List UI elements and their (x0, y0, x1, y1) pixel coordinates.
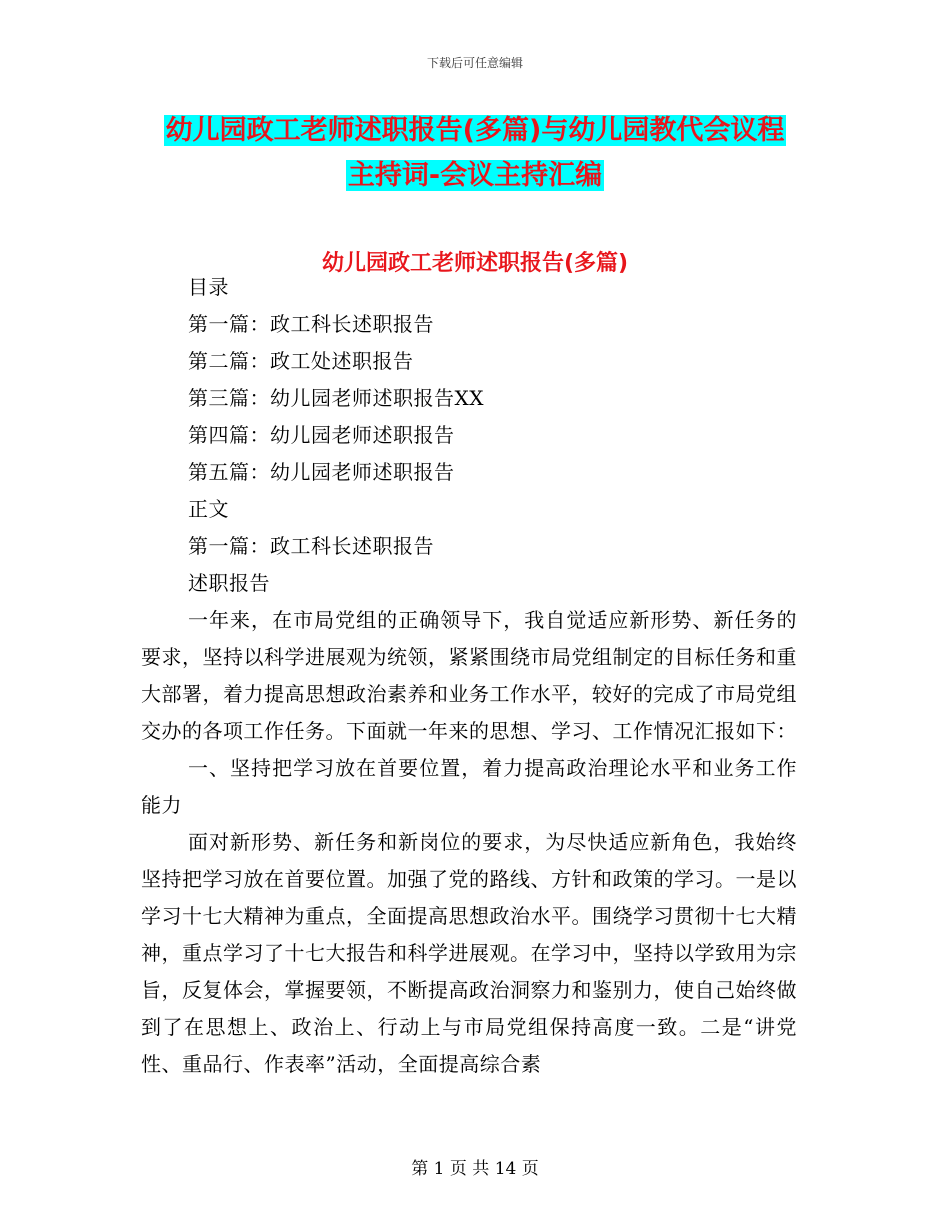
toc-item: 第二篇：政工处述职报告 (188, 349, 414, 373)
toc-item: 第四篇：幼儿园老师述职报告 (188, 423, 455, 447)
toc-item: 第三篇：幼儿园老师述职报告XX (188, 386, 484, 410)
paragraph-section-heading: 一、坚持把学习放在首要位置，着力提高政治理论水平和业务工作能力 (141, 756, 797, 817)
toc-item: 第五篇：幼儿园老师述职报告 (188, 460, 455, 484)
paragraph-intro: 一年来，在市局党组的正确领导下，我自觉适应新形势、新任务的要求，坚持以科学进展观为统领，紧紧围绕市局党组制定的目标任务和重大部署，着力提高思想政治素养和业务工作水平，较好的完成了市局党组交办的各项工作任务。下面就一年来的思想、学习、工作情况汇报如下： (141, 608, 797, 743)
header-note: 下载后可任意编辑 (426, 56, 523, 70)
chapter-heading: 第一篇：政工科长述职报告 (188, 534, 434, 558)
document-body (141, 269, 797, 1083)
paragraph-study: 面对新形势、新任务和新岗位的要求，为尽快适应新角色，我始终坚持把学习放在首要位置。加强了党的路线、方针和政策的学习。一是以学习十七大精神为重点，全面提高思想政治水平。围绕学习贯彻十七大精神，重点学习了十七大报告和科学进展观。在学习中，坚持以学致用为宗旨，反复体会，掌握要领，不断提高政治洞察力和鉴别力，使自己始终做到了在思想上、政治上、行动上与市局党组保持高度一致。二是“讲党性、重品行、作表率”活动，全面提高综合素 (141, 830, 797, 1076)
toc-heading: 目录 (188, 275, 229, 299)
title-line-2: 主持词-会议主持汇编 (347, 160, 603, 191)
toc-item: 第一篇：政工科长述职报告 (188, 312, 434, 336)
title-line-1: 幼儿园政工老师述职报告(多篇)与幼儿园教代会议程 (165, 115, 785, 146)
body-heading: 正文 (188, 497, 229, 521)
section-title: 幼儿园政工老师述职报告(多篇) (321, 251, 629, 276)
report-label: 述职报告 (188, 571, 270, 595)
document-title (0, 108, 950, 198)
page-footer: 第 1 页 共 14 页 (411, 1159, 539, 1179)
